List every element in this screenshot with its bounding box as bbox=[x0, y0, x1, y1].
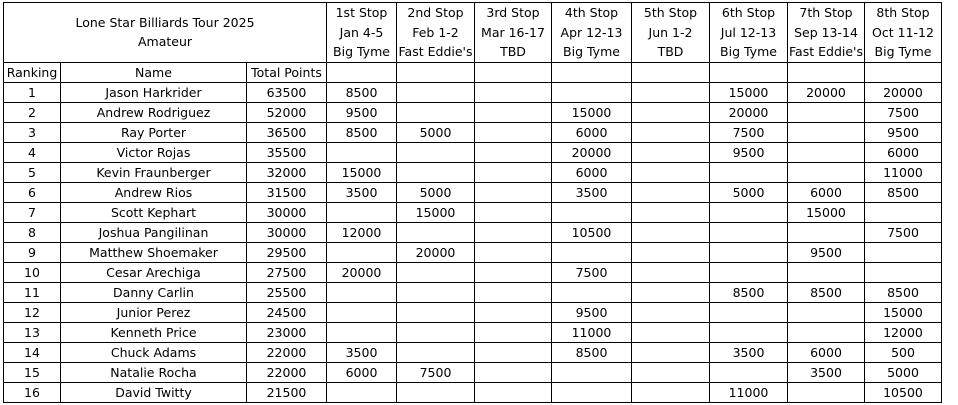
stop-1-score-cell[interactable] bbox=[327, 202, 397, 222]
stop-8-score-cell[interactable] bbox=[865, 242, 942, 262]
stop-6-score-cell[interactable]: 7500 bbox=[710, 122, 788, 142]
stop-1-score-cell[interactable]: 8500 bbox=[327, 122, 397, 142]
stop-1-score-cell[interactable] bbox=[327, 242, 397, 262]
table-row bbox=[4, 142, 942, 162]
ranking-cell[interactable]: 9 bbox=[4, 242, 61, 262]
stop-7-score-cell[interactable]: 8500 bbox=[788, 282, 865, 302]
stop-4-score-cell[interactable]: 9500 bbox=[552, 302, 632, 322]
stop-3-score-cell[interactable] bbox=[475, 382, 552, 402]
table-row bbox=[4, 102, 942, 122]
total-points-cell[interactable]: 32000 bbox=[247, 162, 327, 182]
stop-7-score-cell[interactable]: 6000 bbox=[788, 182, 865, 202]
stop-3-score-cell[interactable] bbox=[475, 102, 552, 122]
total-points-cell[interactable]: 21500 bbox=[247, 382, 327, 402]
stop-5-score-cell[interactable] bbox=[632, 382, 710, 402]
stop-7-score-cell[interactable] bbox=[788, 162, 865, 182]
name-cell[interactable]: Matthew Shoemaker bbox=[61, 242, 247, 262]
standings-table bbox=[3, 2, 942, 403]
ranking-cell[interactable]: 4 bbox=[4, 142, 61, 162]
stop-subheader-blank[interactable] bbox=[397, 62, 475, 82]
stop-header-8[interactable] bbox=[865, 3, 942, 63]
total-points-cell[interactable]: 24500 bbox=[247, 302, 327, 322]
stop-6-score-cell[interactable]: 11000 bbox=[710, 382, 788, 402]
stop-subheader-blank[interactable] bbox=[552, 62, 632, 82]
stop-5-score-cell[interactable] bbox=[632, 122, 710, 142]
stop-venue: Big Tyme bbox=[874, 44, 932, 60]
stop-header-6[interactable] bbox=[710, 3, 788, 63]
name-cell[interactable]: Ray Porter bbox=[61, 122, 247, 142]
stop-subheader-blank[interactable] bbox=[865, 62, 942, 82]
stop-2-score-cell[interactable] bbox=[397, 262, 475, 282]
stop-dates: Feb 1-2 bbox=[412, 24, 459, 40]
stop-dates: Jan 4-5 bbox=[339, 24, 384, 40]
total-points-cell[interactable]: 22000 bbox=[247, 362, 327, 382]
stop-header-3[interactable] bbox=[475, 3, 552, 63]
stop-dates: Jun 1-2 bbox=[648, 24, 693, 40]
stop-1-score-cell[interactable] bbox=[327, 322, 397, 342]
stop-4-score-cell[interactable]: 3500 bbox=[552, 182, 632, 202]
total-points-cell[interactable]: 31500 bbox=[247, 182, 327, 202]
ranking-cell[interactable]: 11 bbox=[4, 282, 61, 302]
name-cell[interactable]: Kenneth Price bbox=[61, 322, 247, 342]
total-points-cell[interactable]: 63500 bbox=[247, 82, 327, 102]
stop-4-score-cell[interactable]: 6000 bbox=[552, 162, 632, 182]
stop-7-score-cell[interactable]: 20000 bbox=[788, 82, 865, 102]
stop-5-score-cell[interactable] bbox=[632, 342, 710, 362]
stop-venue: Fast Eddie's bbox=[398, 44, 473, 60]
name-header[interactable]: Name bbox=[61, 62, 247, 82]
stop-7-score-cell[interactable]: 6000 bbox=[788, 342, 865, 362]
ranking-cell[interactable]: 8 bbox=[4, 222, 61, 242]
table-row bbox=[4, 162, 942, 182]
stop-3-score-cell[interactable] bbox=[475, 322, 552, 342]
ranking-cell[interactable]: 12 bbox=[4, 302, 61, 322]
stop-2-score-cell[interactable] bbox=[397, 162, 475, 182]
table-row bbox=[4, 382, 942, 402]
stop-label: 4th Stop bbox=[564, 5, 619, 20]
stop-3-score-cell[interactable] bbox=[475, 362, 552, 382]
total-points-cell[interactable]: 30000 bbox=[247, 222, 327, 242]
stop-2-score-cell[interactable]: 5000 bbox=[397, 122, 475, 142]
stop-venue: Big Tyme bbox=[720, 44, 777, 60]
stop-4-score-cell[interactable] bbox=[552, 242, 632, 262]
stop-header-7[interactable] bbox=[788, 3, 865, 63]
stop-8-score-cell[interactable]: 500 bbox=[865, 342, 942, 362]
stop-label: 7th Stop bbox=[799, 5, 853, 20]
stop-1-score-cell[interactable]: 8500 bbox=[327, 82, 397, 102]
stop-4-score-cell[interactable]: 7500 bbox=[552, 262, 632, 282]
stop-2-score-cell[interactable]: 5000 bbox=[397, 182, 475, 202]
name-cell[interactable]: Victor Rojas bbox=[61, 142, 247, 162]
stop-5-score-cell[interactable] bbox=[632, 282, 710, 302]
total-points-cell[interactable]: 35500 bbox=[247, 142, 327, 162]
stop-5-score-cell[interactable] bbox=[632, 322, 710, 342]
stop-7-score-cell[interactable]: 3500 bbox=[788, 362, 865, 382]
ranking-cell[interactable]: 10 bbox=[4, 262, 61, 282]
stop-7-score-cell[interactable] bbox=[788, 322, 865, 342]
name-cell[interactable]: Natalie Rocha bbox=[61, 362, 247, 382]
stop-label: 6th Stop bbox=[721, 5, 776, 20]
total-points-cell[interactable]: 30000 bbox=[247, 202, 327, 222]
table-row bbox=[4, 222, 942, 242]
stop-label: 8th Stop bbox=[876, 5, 930, 20]
stop-venue: Big Tyme bbox=[333, 44, 390, 60]
stop-6-score-cell[interactable]: 3500 bbox=[710, 342, 788, 362]
stop-1-score-cell[interactable]: 6000 bbox=[327, 362, 397, 382]
stop-4-score-cell[interactable]: 20000 bbox=[552, 142, 632, 162]
stop-3-score-cell[interactable] bbox=[475, 202, 552, 222]
name-cell[interactable]: David Twitty bbox=[61, 382, 247, 402]
stop-4-score-cell[interactable]: 10500 bbox=[552, 222, 632, 242]
stop-7-score-cell[interactable] bbox=[788, 122, 865, 142]
stop-subheader-blank[interactable] bbox=[327, 62, 397, 82]
ranking-cell[interactable]: 3 bbox=[4, 122, 61, 142]
stop-header-1[interactable] bbox=[327, 3, 397, 63]
stop-6-score-cell[interactable]: 5000 bbox=[710, 182, 788, 202]
stop-3-score-cell[interactable] bbox=[475, 122, 552, 142]
stop-8-score-cell[interactable] bbox=[865, 202, 942, 222]
table-row bbox=[4, 122, 942, 142]
stop-4-score-cell[interactable]: 15000 bbox=[552, 102, 632, 122]
table-row bbox=[4, 262, 942, 282]
total-points-cell[interactable]: 27500 bbox=[247, 262, 327, 282]
ranking-cell[interactable]: 15 bbox=[4, 362, 61, 382]
stop-5-score-cell[interactable] bbox=[632, 242, 710, 262]
stop-label: 1st Stop bbox=[335, 5, 388, 20]
name-cell[interactable]: Danny Carlin bbox=[61, 282, 247, 302]
stop-1-score-cell[interactable]: 12000 bbox=[327, 222, 397, 242]
stop-1-score-cell[interactable]: 9500 bbox=[327, 102, 397, 122]
table-row bbox=[4, 242, 942, 262]
stop-8-score-cell[interactable]: 7500 bbox=[865, 102, 942, 122]
stop-3-score-cell[interactable] bbox=[475, 182, 552, 202]
stop-3-score-cell[interactable] bbox=[475, 282, 552, 302]
total-points-cell[interactable]: 36500 bbox=[247, 122, 327, 142]
stop-subheader-blank[interactable] bbox=[710, 62, 788, 82]
stop-subheader-blank[interactable] bbox=[788, 62, 865, 82]
header-row-columns bbox=[4, 62, 942, 82]
ranking-cell[interactable]: 2 bbox=[4, 102, 61, 122]
total-points-cell[interactable]: 23000 bbox=[247, 322, 327, 342]
stop-8-score-cell[interactable]: 9500 bbox=[865, 122, 942, 142]
stop-3-score-cell[interactable] bbox=[475, 342, 552, 362]
stop-6-score-cell[interactable] bbox=[710, 362, 788, 382]
stop-6-score-cell[interactable]: 9500 bbox=[710, 142, 788, 162]
stop-2-score-cell[interactable] bbox=[397, 282, 475, 302]
total-points-cell[interactable]: 22000 bbox=[247, 342, 327, 362]
stop-subheader-blank[interactable] bbox=[632, 62, 710, 82]
stop-2-score-cell[interactable] bbox=[397, 102, 475, 122]
sheet-title-cell[interactable] bbox=[4, 3, 327, 63]
stop-dates: Jul 12-13 bbox=[720, 24, 777, 40]
stop-6-score-cell[interactable] bbox=[710, 322, 788, 342]
stop-3-score-cell[interactable] bbox=[475, 162, 552, 182]
stop-dates: Mar 16-17 bbox=[481, 24, 545, 40]
stop-7-score-cell[interactable] bbox=[788, 102, 865, 122]
table-row bbox=[4, 362, 942, 382]
stop-6-score-cell[interactable] bbox=[710, 162, 788, 182]
stop-5-score-cell[interactable] bbox=[632, 202, 710, 222]
stop-dates: Sep 13-14 bbox=[794, 24, 858, 40]
name-cell[interactable]: Scott Kephart bbox=[61, 202, 247, 222]
stop-4-score-cell[interactable] bbox=[552, 362, 632, 382]
stop-1-score-cell[interactable] bbox=[327, 142, 397, 162]
stop-8-score-cell[interactable]: 20000 bbox=[865, 82, 942, 102]
table-row bbox=[4, 202, 942, 222]
stop-2-score-cell[interactable] bbox=[397, 322, 475, 342]
name-cell[interactable]: Junior Perez bbox=[61, 302, 247, 322]
stop-1-score-cell[interactable]: 3500 bbox=[327, 342, 397, 362]
total-points-cell[interactable]: 29500 bbox=[247, 242, 327, 262]
table-row bbox=[4, 302, 942, 322]
stop-3-score-cell[interactable] bbox=[475, 242, 552, 262]
stop-4-score-cell[interactable]: 8500 bbox=[552, 342, 632, 362]
stop-4-score-cell[interactable]: 6000 bbox=[552, 122, 632, 142]
name-cell[interactable]: Chuck Adams bbox=[61, 342, 247, 362]
stop-2-score-cell[interactable]: 20000 bbox=[397, 242, 475, 262]
stop-8-score-cell[interactable] bbox=[865, 262, 942, 282]
stop-7-score-cell[interactable] bbox=[788, 262, 865, 282]
stop-6-score-cell[interactable] bbox=[710, 242, 788, 262]
stop-5-score-cell[interactable] bbox=[632, 162, 710, 182]
ranking-cell[interactable]: 16 bbox=[4, 382, 61, 402]
stop-6-score-cell[interactable]: 15000 bbox=[710, 82, 788, 102]
stop-2-score-cell[interactable] bbox=[397, 382, 475, 402]
stop-6-score-cell[interactable] bbox=[710, 202, 788, 222]
ranking-cell[interactable]: 7 bbox=[4, 202, 61, 222]
stop-1-score-cell[interactable] bbox=[327, 302, 397, 322]
stop-3-score-cell[interactable] bbox=[475, 142, 552, 162]
stop-venue: Fast Eddie's bbox=[789, 44, 863, 60]
stop-dates: Apr 12-13 bbox=[560, 24, 623, 40]
stop-header-2[interactable] bbox=[397, 3, 475, 63]
table-row bbox=[4, 182, 942, 202]
stop-7-score-cell[interactable] bbox=[788, 302, 865, 322]
stop-6-score-cell[interactable] bbox=[710, 302, 788, 322]
stop-7-score-cell[interactable] bbox=[788, 222, 865, 242]
stop-3-score-cell[interactable] bbox=[475, 82, 552, 102]
stop-8-score-cell[interactable]: 8500 bbox=[865, 282, 942, 302]
ranking-cell[interactable]: 1 bbox=[4, 82, 61, 102]
stop-2-score-cell[interactable] bbox=[397, 82, 475, 102]
ranking-cell[interactable]: 5 bbox=[4, 162, 61, 182]
stop-label: 3rd Stop bbox=[486, 5, 540, 20]
stop-8-score-cell[interactable]: 6000 bbox=[865, 142, 942, 162]
stop-6-score-cell[interactable]: 8500 bbox=[710, 282, 788, 302]
stop-8-score-cell[interactable]: 10500 bbox=[865, 382, 942, 402]
stop-2-score-cell[interactable] bbox=[397, 222, 475, 242]
table-row bbox=[4, 322, 942, 342]
stop-6-score-cell[interactable] bbox=[710, 222, 788, 242]
stop-venue: TBD bbox=[500, 44, 526, 60]
stop-8-score-cell[interactable]: 15000 bbox=[865, 302, 942, 322]
name-cell[interactable]: Andrew Rios bbox=[61, 182, 247, 202]
stop-4-score-cell[interactable] bbox=[552, 82, 632, 102]
stop-8-score-cell[interactable]: 7500 bbox=[865, 222, 942, 242]
stop-subheader-blank[interactable] bbox=[475, 62, 552, 82]
total-points-cell[interactable]: 25500 bbox=[247, 282, 327, 302]
sheet-division: Amateur bbox=[137, 34, 193, 50]
stop-header-5[interactable] bbox=[632, 3, 710, 63]
stop-5-score-cell[interactable] bbox=[632, 102, 710, 122]
stop-3-score-cell[interactable] bbox=[475, 262, 552, 282]
stop-dates: Oct 11-12 bbox=[872, 24, 934, 40]
stop-2-score-cell[interactable] bbox=[397, 302, 475, 322]
name-cell[interactable]: Kevin Fraunberger bbox=[61, 162, 247, 182]
stop-8-score-cell[interactable]: 5000 bbox=[865, 362, 942, 382]
ranking-cell[interactable]: 6 bbox=[4, 182, 61, 202]
stop-venue: Big Tyme bbox=[563, 44, 620, 60]
stop-3-score-cell[interactable] bbox=[475, 302, 552, 322]
stop-2-score-cell[interactable]: 15000 bbox=[397, 202, 475, 222]
stop-7-score-cell[interactable]: 9500 bbox=[788, 242, 865, 262]
table-row bbox=[4, 342, 942, 362]
ranking-header[interactable]: Ranking bbox=[4, 62, 61, 82]
stop-2-score-cell[interactable] bbox=[397, 142, 475, 162]
total-points-cell[interactable]: 52000 bbox=[247, 102, 327, 122]
ranking-cell[interactable]: 14 bbox=[4, 342, 61, 362]
ranking-cell[interactable]: 13 bbox=[4, 322, 61, 342]
name-cell[interactable]: Cesar Arechiga bbox=[61, 262, 247, 282]
stop-4-score-cell[interactable] bbox=[552, 202, 632, 222]
sheet-title: Lone Star Billiards Tour 2025 bbox=[75, 14, 255, 30]
stop-6-score-cell[interactable] bbox=[710, 262, 788, 282]
stop-header-4[interactable] bbox=[552, 3, 632, 63]
name-cell[interactable]: Jason Harkrider bbox=[61, 82, 247, 102]
stop-7-score-cell[interactable]: 15000 bbox=[788, 202, 865, 222]
stop-8-score-cell[interactable]: 11000 bbox=[865, 162, 942, 182]
name-cell[interactable]: Andrew Rodriguez bbox=[61, 102, 247, 122]
header-row-stops bbox=[4, 3, 942, 63]
stop-5-score-cell[interactable] bbox=[632, 82, 710, 102]
stop-8-score-cell[interactable]: 8500 bbox=[865, 182, 942, 202]
stop-5-score-cell[interactable] bbox=[632, 142, 710, 162]
stop-2-score-cell[interactable]: 7500 bbox=[397, 362, 475, 382]
stop-1-score-cell[interactable]: 20000 bbox=[327, 262, 397, 282]
stop-2-score-cell[interactable] bbox=[397, 342, 475, 362]
stop-7-score-cell[interactable] bbox=[788, 382, 865, 402]
stop-venue: TBD bbox=[657, 44, 684, 60]
total-points-header[interactable]: Total Points bbox=[247, 62, 327, 82]
stop-1-score-cell[interactable]: 15000 bbox=[327, 162, 397, 182]
stop-5-score-cell[interactable] bbox=[632, 362, 710, 382]
table-row bbox=[4, 282, 942, 302]
stop-7-score-cell[interactable] bbox=[788, 142, 865, 162]
stop-5-score-cell[interactable] bbox=[632, 262, 710, 282]
name-cell[interactable]: Joshua Pangilinan bbox=[61, 222, 247, 242]
stop-label: 2nd Stop bbox=[407, 5, 464, 20]
stop-5-score-cell[interactable] bbox=[632, 222, 710, 242]
stop-8-score-cell[interactable]: 12000 bbox=[865, 322, 942, 342]
table-row bbox=[4, 82, 942, 102]
stop-5-score-cell[interactable] bbox=[632, 182, 710, 202]
stop-label: 5th Stop bbox=[643, 5, 698, 20]
stop-1-score-cell[interactable] bbox=[327, 282, 397, 302]
stop-4-score-cell[interactable]: 11000 bbox=[552, 322, 632, 342]
stop-6-score-cell[interactable]: 20000 bbox=[710, 102, 788, 122]
stop-5-score-cell[interactable] bbox=[632, 302, 710, 322]
stop-3-score-cell[interactable] bbox=[475, 222, 552, 242]
stop-1-score-cell[interactable] bbox=[327, 382, 397, 402]
stop-1-score-cell[interactable]: 3500 bbox=[327, 182, 397, 202]
stop-4-score-cell[interactable] bbox=[552, 282, 632, 302]
stop-4-score-cell[interactable] bbox=[552, 382, 632, 402]
